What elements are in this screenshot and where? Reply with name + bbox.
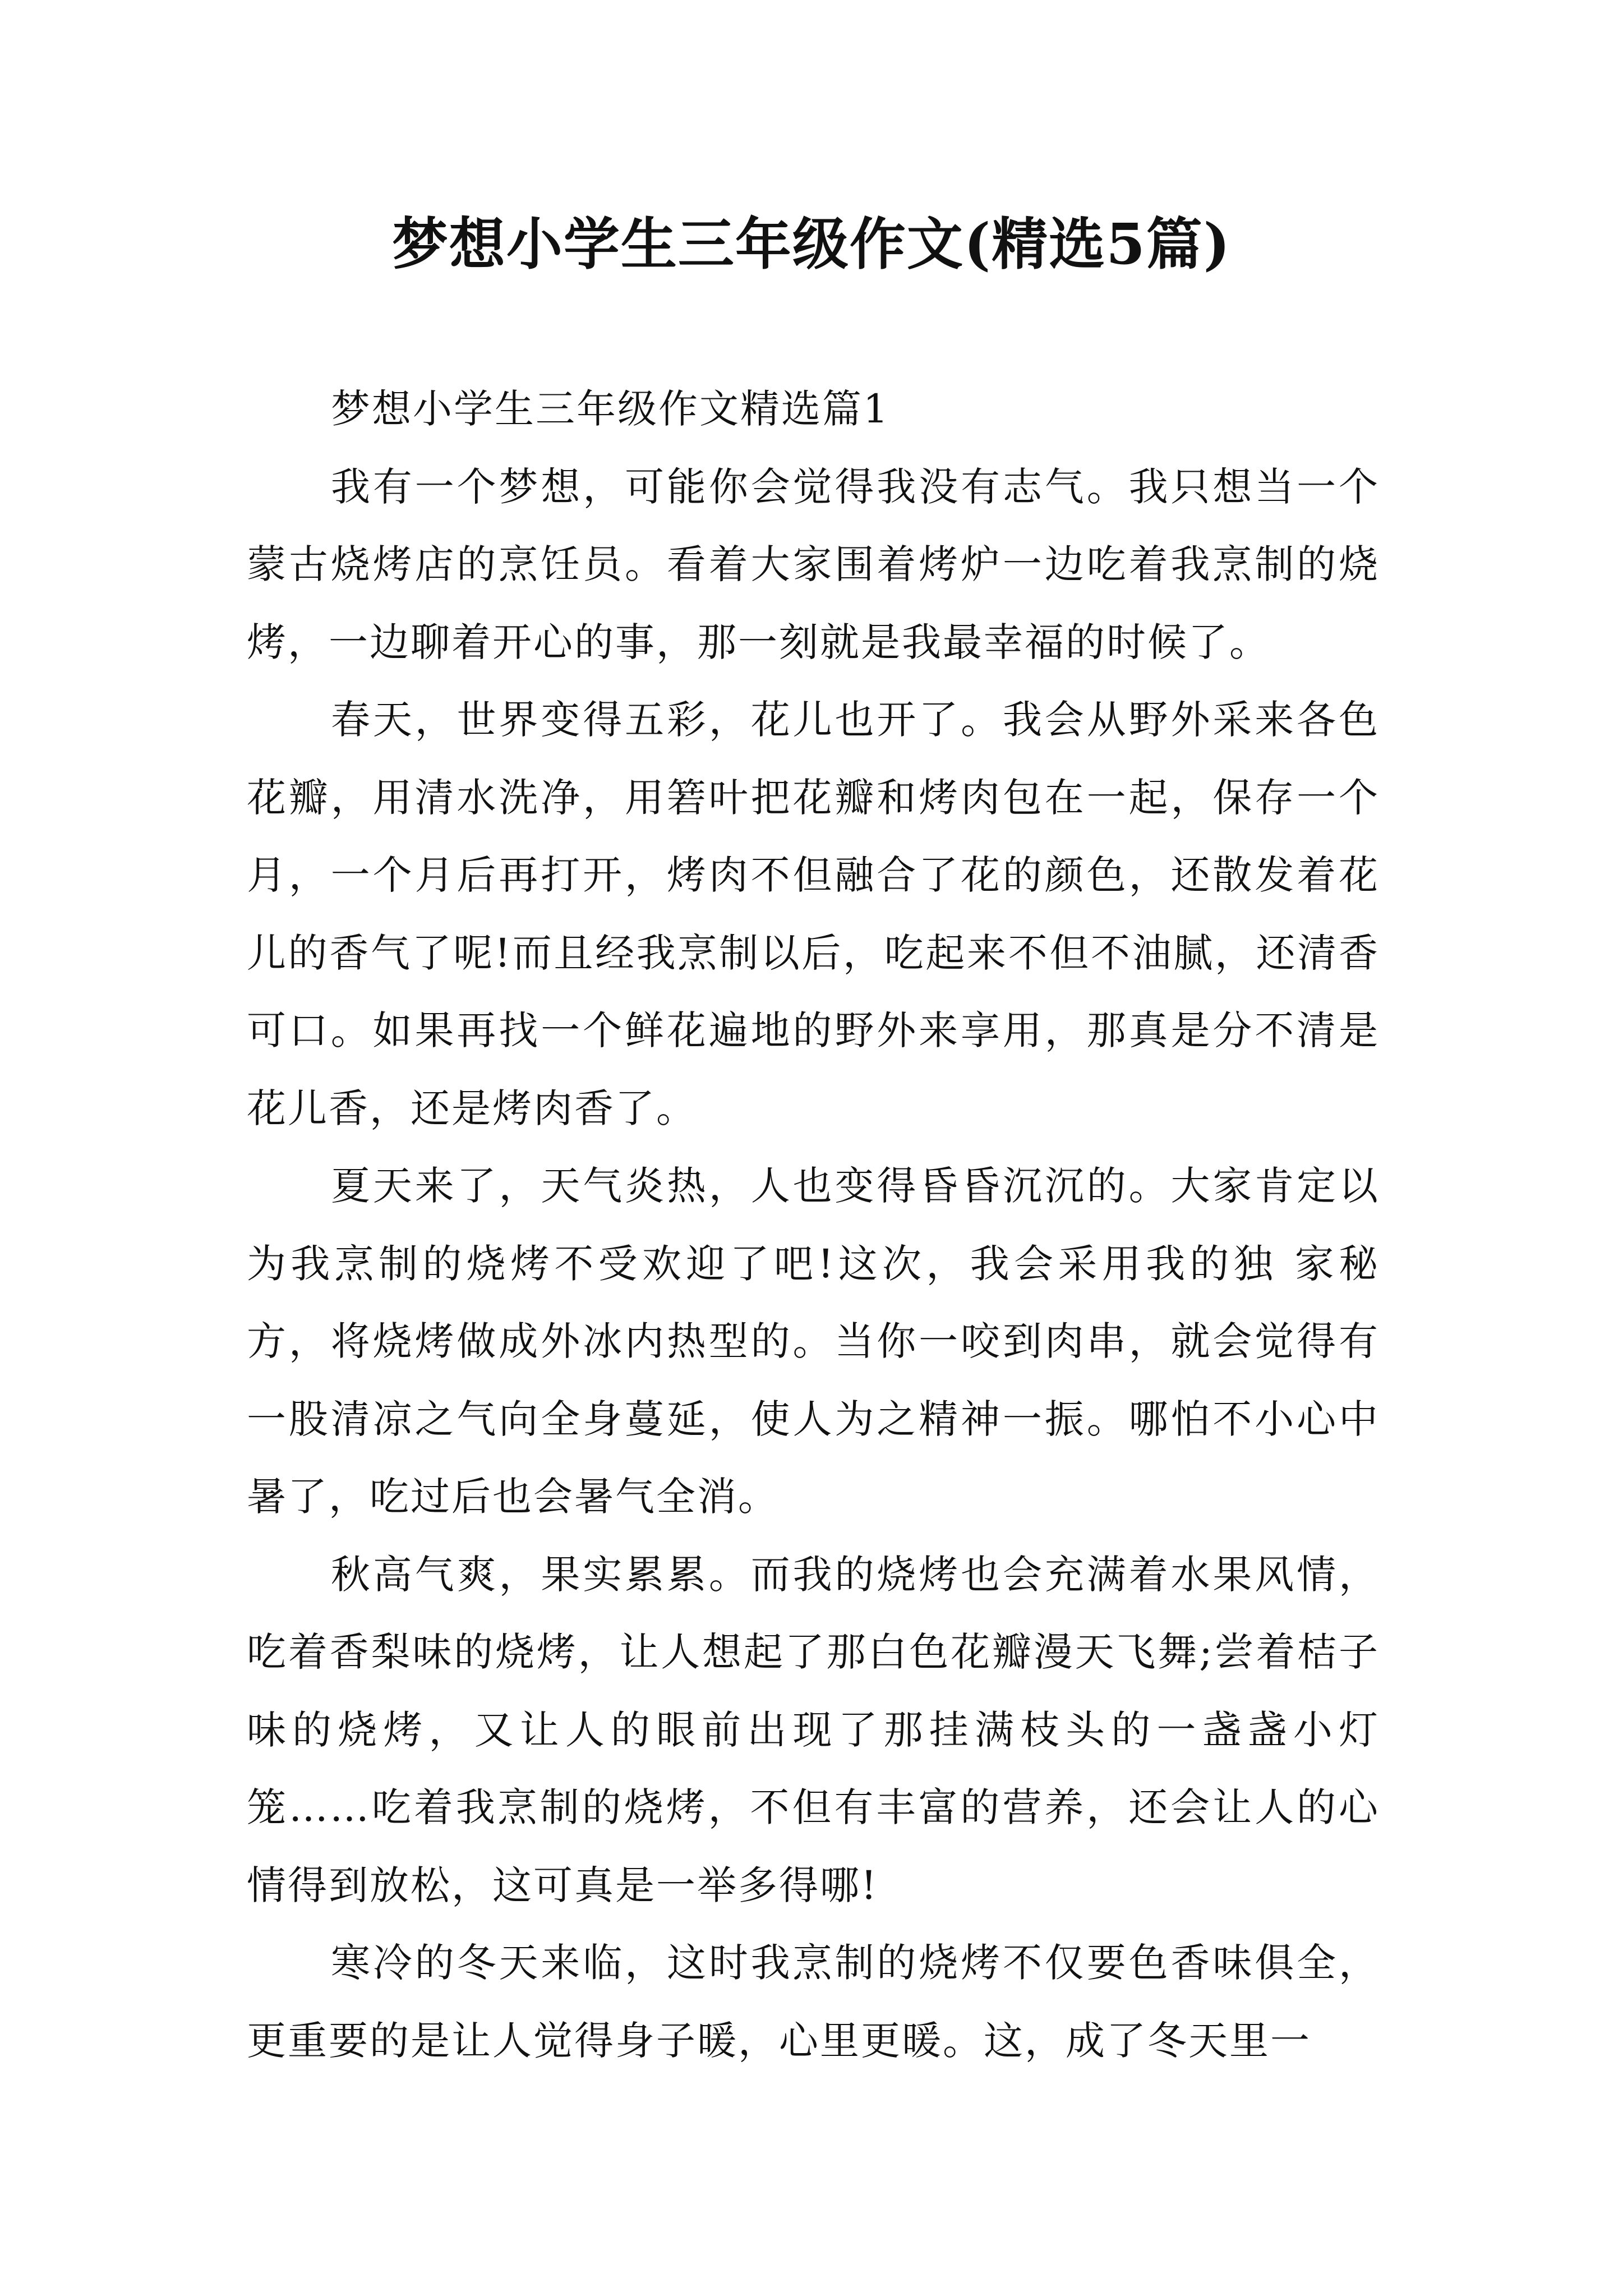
document-body [247, 370, 1380, 2079]
section-heading: 梦想小学生三年级作文精选篇1 [331, 386, 890, 432]
paragraph: 寒冷的冬天来临，这时我烹制的烧烤不仅要色香味俱全，更重要的是让人觉得身子暖，心里更暖。这，成了冬天里一 [247, 1940, 1380, 2064]
document-title: 梦想小学生三年级作文(精选5篇) [391, 211, 1232, 277]
paragraph: 秋高气爽，果实累累。而我的烧烤也会充满着水果风情，吃着香梨味的烧烤，让人想起了那白色花瓣漫天飞舞;尝着桔子味的烧烤，又让人的眼前出现了那挂满枝头的一盏盏小灯笼……吃着我烹制的烧烤，不但有丰富的营养，还会让人的心情得到放松，这可真是一举多得哪! [247, 1551, 1380, 1908]
paragraph: 我有一个梦想，可能你会觉得我没有志气。我只想当一个蒙古烧烤店的烹饪员。看着大家围着烤炉一边吃着我烹制的烧烤，一边聊着开心的事，那一刻就是我最幸福的时候了。 [247, 463, 1380, 665]
paragraph: 春天，世界变得五彩，花儿也开了。我会从野外采来各色花瓣，用清水洗净，用箬叶把花瓣和烤肉包在一起，保存一个月，一个月后再打开，烤肉不但融合了花的颜色，还散发着花儿的香气了呢!而且经我烹制以后，吃起来不但不油腻，还清香可口。如果再找一个鲜花遍地的野外来享用，那真是分不清是花儿香，还是烤肉香了。 [247, 697, 1380, 1131]
paragraph: 夏天来了，天气炎热，人也变得昏昏沉沉的。大家肯定以为我烹制的烧烤不受欢迎了吧!这次，我会采用我的独 家秘方，将烧烤做成外冰内热型的。当你一咬到肉串，就会觉得有一股清凉之气向全身蔓延，使人为之精神一振。哪怕不小心中暑了，吃过后也会暑气全消。 [247, 1163, 1380, 1520]
